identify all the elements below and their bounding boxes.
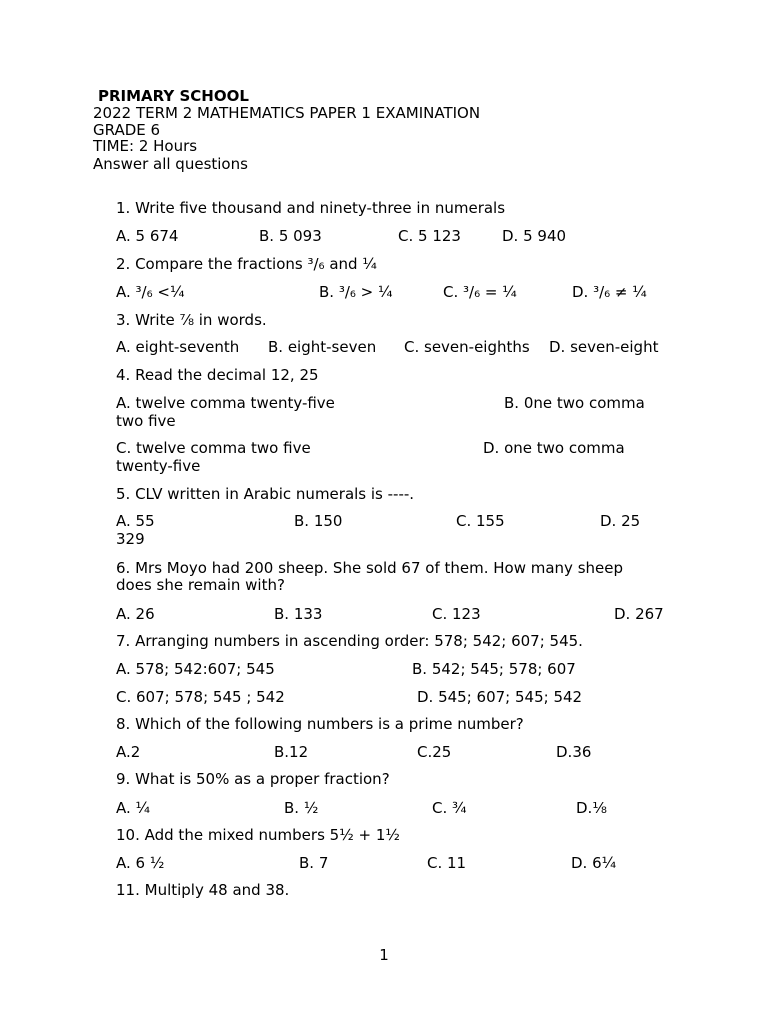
question-11: 11. Multiply 48 and 38. xyxy=(116,881,290,899)
q1-option-b: B. 5 093 xyxy=(259,227,322,245)
q7-option-b: B. 542; 545; 578; 607 xyxy=(412,660,576,678)
q9-option-b: B. ½ xyxy=(284,799,319,817)
q5-option-c: C. 155 xyxy=(456,512,505,530)
q9-option-d: D.⅛ xyxy=(576,799,607,817)
question-8: 8. Which of the following numbers is a prime number? xyxy=(116,715,524,733)
q4-option-d: D. one two comma xyxy=(483,439,625,457)
q4-option-c: C. twelve comma two five xyxy=(116,439,311,457)
q9-option-c: C. ¾ xyxy=(432,799,467,817)
q1-option-d: D. 5 940 xyxy=(502,227,567,245)
q4-option-b: B. 0ne two comma xyxy=(504,394,645,412)
page-number: 1 xyxy=(379,946,389,964)
q10-option-a: A. 6 ½ xyxy=(116,854,165,872)
q2-option-d: D. ³/₆ ≠ ¼ xyxy=(572,283,647,301)
question-1: 1. Write five thousand and ninety-three in numerals xyxy=(116,199,506,217)
question-2: 2. Compare the fractions ³/₆ and ¼ xyxy=(116,255,377,273)
q7-option-d: D. 545; 607; 545; 542 xyxy=(417,688,583,706)
q4-option-a: A. twelve comma twenty-five xyxy=(116,394,335,412)
instruction-text: Answer all questions xyxy=(93,155,248,173)
q8-option-c: C.25 xyxy=(417,743,452,761)
q3-option-c: C. seven-eighths xyxy=(404,338,530,356)
q2-option-c: C. ³/₆ = ¼ xyxy=(443,283,517,301)
time-label: TIME: 2 Hours xyxy=(93,137,198,155)
question-4: 4. Read the decimal 12, 25 xyxy=(116,366,319,384)
q1-option-a: A. 5 674 xyxy=(116,227,179,245)
q10-option-c: C. 11 xyxy=(427,854,467,872)
q4-option-d-continued: twenty-five xyxy=(116,457,201,475)
q3-option-d: D. seven-eight xyxy=(549,338,659,356)
question-6-continued: does she remain with? xyxy=(116,576,285,594)
q7-option-a: A. 578; 542:607; 545 xyxy=(116,660,275,678)
q4-option-b-continued: two five xyxy=(116,412,176,430)
q5-option-d-continued: 329 xyxy=(116,530,145,548)
q5-option-a: A. 55 xyxy=(116,512,155,530)
q6-option-d: D. 267 xyxy=(614,605,664,623)
grade-label: GRADE 6 xyxy=(93,121,161,139)
question-5: 5. CLV written in Arabic numerals is ----. xyxy=(116,485,415,503)
q7-option-c: C. 607; 578; 545 ; 542 xyxy=(116,688,285,706)
q10-option-b: B. 7 xyxy=(299,854,329,872)
q2-option-b: B. ³/₆ > ¼ xyxy=(319,283,393,301)
q6-option-a: A. 26 xyxy=(116,605,155,623)
question-7: 7. Arranging numbers in ascending order: 578; 542; 607; 545. xyxy=(116,632,583,650)
q8-option-b: B.12 xyxy=(274,743,309,761)
question-9: 9. What is 50% as a proper fraction? xyxy=(116,770,390,788)
question-3: 3. Write ⅞ in words. xyxy=(116,311,267,329)
q10-option-d: D. 6¼ xyxy=(571,854,617,872)
q5-option-b: B. 150 xyxy=(294,512,343,530)
q3-option-b: B. eight-seven xyxy=(268,338,377,356)
question-10: 10. Add the mixed numbers 5½ + 1½ xyxy=(116,826,400,844)
q1-option-c: C. 5 123 xyxy=(398,227,461,245)
q5-option-d: D. 25 xyxy=(600,512,641,530)
q2-option-a: A. ³/₆ <¼ xyxy=(116,283,185,301)
question-6: 6. Mrs Moyo had 200 sheep. She sold 67 of them. How many sheep xyxy=(116,559,624,577)
q6-option-b: B. 133 xyxy=(274,605,323,623)
q8-option-a: A.2 xyxy=(116,743,141,761)
q8-option-d: D.36 xyxy=(556,743,592,761)
school-name: PRIMARY SCHOOL xyxy=(98,87,249,105)
exam-title: 2022 TERM 2 MATHEMATICS PAPER 1 EXAMINATION xyxy=(93,104,481,122)
q6-option-c: C. 123 xyxy=(432,605,481,623)
q9-option-a: A. ¼ xyxy=(116,799,151,817)
q3-option-a: A. eight-seventh xyxy=(116,338,240,356)
